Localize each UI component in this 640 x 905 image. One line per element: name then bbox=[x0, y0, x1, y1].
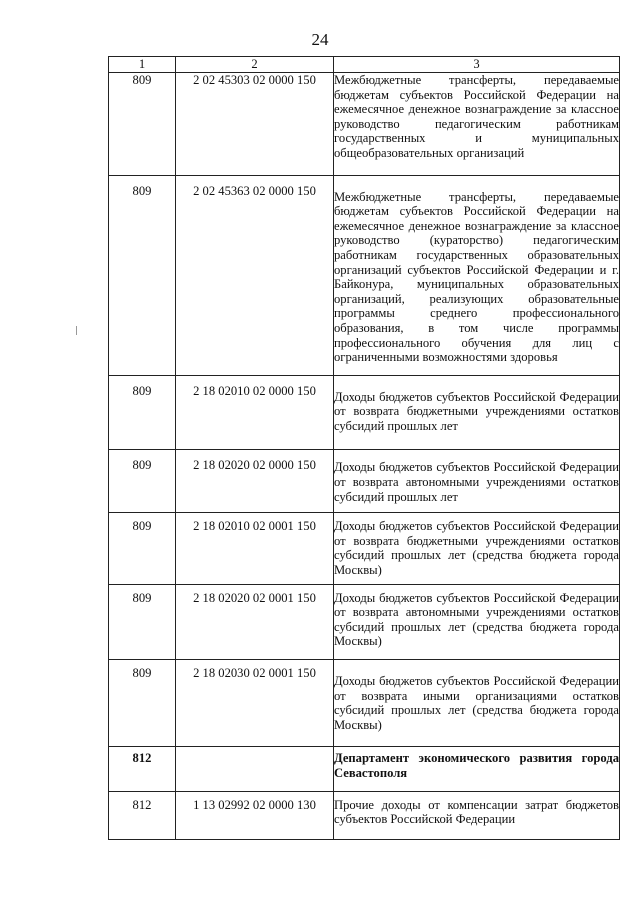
administrator-code: 812 bbox=[109, 747, 176, 791]
revenue-code: 2 18 02020 02 0001 150 bbox=[176, 584, 334, 659]
revenue-description: Доходы бюджетов субъектов Российской Федерации от возврата иными организациями остатков субсидий прошлых лет (средства бюджета города Москвы) bbox=[334, 660, 620, 747]
revenue-description: Доходы бюджетов субъектов Российской Федерации от возврата автономными учреждениями остатков субсидий прошлых лет (средства бюджета города Москвы) bbox=[334, 584, 620, 659]
table-row bbox=[109, 584, 620, 659]
table-header-row bbox=[109, 57, 620, 73]
column-header-3: 3 bbox=[334, 57, 620, 73]
table-row bbox=[109, 175, 620, 375]
column-header-2: 2 bbox=[176, 57, 334, 73]
table-row bbox=[109, 513, 620, 584]
column-header-1: 1 bbox=[109, 57, 176, 73]
revenue-description: Межбюджетные трансферты, передаваемые бюджетам субъектов Российской Федерации на ежемесячное денежное вознаграждение за классное руководство (кураторство) педагогическим работникам государственных образовательных организаций субъектов Российской Федерации и г. Байконура, муниципальных образовательных организаций, реализующих образовательные программы среднего профессионального образования, в том числе программы профессионального обучения для лиц с ограниченными возможностями здоровья bbox=[334, 175, 620, 375]
table-row bbox=[109, 450, 620, 513]
table-row bbox=[109, 375, 620, 450]
revenue-code: 2 18 02010 02 0001 150 bbox=[176, 513, 334, 584]
table-row bbox=[109, 791, 620, 839]
revenue-code: 2 18 02020 02 0000 150 bbox=[176, 450, 334, 513]
administrator-code: 809 bbox=[109, 513, 176, 584]
revenue-code: 2 18 02030 02 0001 150 bbox=[176, 660, 334, 747]
administrator-code: 809 bbox=[109, 175, 176, 375]
table-row bbox=[109, 73, 620, 176]
revenue-code: 2 02 45363 02 0000 150 bbox=[176, 175, 334, 375]
revenue-code: 2 18 02010 02 0000 150 bbox=[176, 375, 334, 450]
administrator-code: 812 bbox=[109, 791, 176, 839]
revenue-description: Межбюджетные трансферты, передаваемые бюджетам субъектов Российской Федерации на ежемесячное денежное вознаграждение за классное руководство педагогическим работникам государственных и муниципальных общеобразовательных организаций bbox=[334, 73, 620, 176]
administrator-code: 809 bbox=[109, 73, 176, 176]
margin-mark bbox=[76, 326, 77, 335]
revenue-code: 2 02 45303 02 0000 150 bbox=[176, 73, 334, 176]
administrator-code: 809 bbox=[109, 450, 176, 513]
administrator-code: 809 bbox=[109, 375, 176, 450]
revenue-code bbox=[176, 747, 334, 791]
revenue-code: 1 13 02992 02 0000 130 bbox=[176, 791, 334, 839]
revenue-description: Прочие доходы от компенсации затрат бюджетов субъектов Российской Федерации bbox=[334, 791, 620, 839]
table-row bbox=[109, 747, 620, 791]
table-row bbox=[109, 660, 620, 747]
administrator-code: 809 bbox=[109, 660, 176, 747]
revenue-description: Доходы бюджетов субъектов Российской Федерации от возврата автономными учреждениями остатков субсидий прошлых лет bbox=[334, 450, 620, 513]
administrator-code: 809 bbox=[109, 584, 176, 659]
administrator-name: Департамент экономического развития города Севастополя bbox=[334, 747, 620, 791]
page-number: 24 bbox=[311, 30, 329, 49]
revenue-description: Доходы бюджетов субъектов Российской Федерации от возврата бюджетными учреждениями остатков субсидий прошлых лет (средства бюджета города Москвы) bbox=[334, 513, 620, 584]
revenue-description: Доходы бюджетов субъектов Российской Федерации от возврата бюджетными учреждениями остатков субсидий прошлых лет bbox=[334, 375, 620, 450]
revenue-codes-table bbox=[108, 56, 620, 840]
